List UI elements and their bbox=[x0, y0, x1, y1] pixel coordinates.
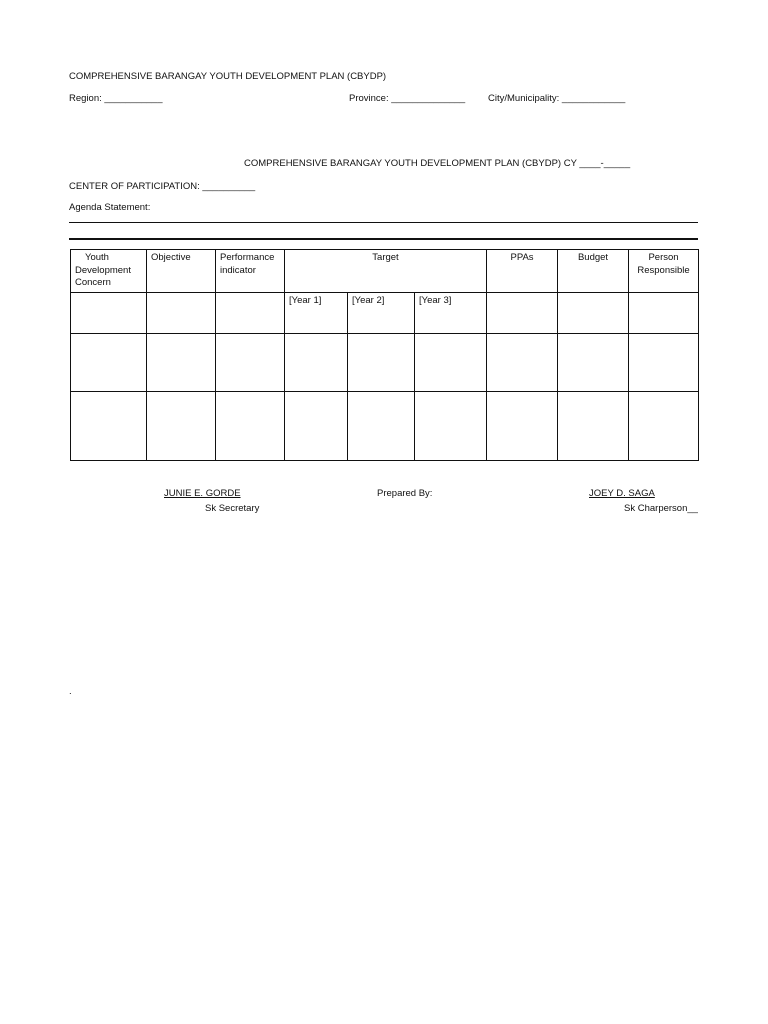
document-title: COMPREHENSIVE BARANGAY YOUTH DEVELOPMENT PLAN (CBYDP) bbox=[69, 71, 387, 82]
header-text: indicator bbox=[220, 264, 256, 276]
plan-title: COMPREHENSIVE BARANGAY YOUTH DEVELOPMENT PLAN (CBYDP) CY ____-_____ bbox=[244, 158, 631, 169]
chairperson-name: JOEY D. SAGA bbox=[589, 488, 655, 499]
table-cell bbox=[216, 333, 285, 391]
year-3-cell bbox=[415, 292, 487, 333]
prepared-by-label: Prepared By: bbox=[377, 488, 433, 499]
table-cell bbox=[629, 333, 699, 391]
region-field: Region: ___________ bbox=[69, 93, 163, 104]
table-cell bbox=[348, 391, 415, 460]
stray-dot: . bbox=[69, 686, 72, 697]
chairperson-role: Sk Charperson__ bbox=[624, 503, 698, 514]
header-performance-indicator bbox=[216, 250, 285, 293]
table-cell bbox=[71, 292, 147, 333]
table-cell bbox=[415, 333, 487, 391]
table-cell bbox=[629, 292, 699, 333]
center-of-participation-field: CENTER OF PARTICIPATION: __________ bbox=[69, 181, 256, 192]
header-text: Performance bbox=[220, 252, 275, 263]
secretary-name: JUNIE E. GORDE bbox=[164, 488, 241, 499]
year-label: [Year 2] bbox=[352, 294, 385, 306]
header-youth-development-concern bbox=[71, 250, 147, 293]
header-text: Youth bbox=[85, 252, 109, 263]
table-row bbox=[71, 292, 699, 333]
header-text: Objective bbox=[151, 252, 191, 263]
table-cell bbox=[216, 292, 285, 333]
table-cell bbox=[558, 391, 629, 460]
table-cell bbox=[487, 391, 558, 460]
city-municipality-field: City/Municipality: ____________ bbox=[488, 93, 626, 104]
table-cell bbox=[71, 391, 147, 460]
table-cell bbox=[147, 292, 216, 333]
header-text: Development bbox=[75, 264, 131, 276]
header-text: Person bbox=[648, 252, 679, 263]
table-cell bbox=[147, 333, 216, 391]
header-objective bbox=[147, 250, 216, 293]
table-header-row bbox=[71, 250, 699, 293]
header-text: PPAs bbox=[510, 252, 534, 263]
table-cell bbox=[348, 333, 415, 391]
agenda-line-thick bbox=[69, 238, 698, 240]
table-row bbox=[71, 333, 699, 391]
table-cell bbox=[147, 391, 216, 460]
header-text: Responsible bbox=[637, 264, 690, 276]
table-cell bbox=[71, 333, 147, 391]
agenda-line-thin bbox=[69, 222, 698, 223]
year-2-cell bbox=[348, 292, 415, 333]
table-cell bbox=[285, 333, 348, 391]
table-cell bbox=[558, 333, 629, 391]
table-cell bbox=[558, 292, 629, 333]
header-text: Budget bbox=[577, 252, 609, 263]
table-cell bbox=[487, 333, 558, 391]
header-text: Target bbox=[372, 252, 399, 263]
table-cell bbox=[629, 391, 699, 460]
header-ppas bbox=[487, 250, 558, 293]
header-person-responsible bbox=[629, 250, 699, 293]
header-budget bbox=[558, 250, 629, 293]
plan-table bbox=[70, 249, 699, 461]
province-field: Province: ______________ bbox=[349, 93, 466, 104]
year-1-cell bbox=[285, 292, 348, 333]
header-target bbox=[285, 250, 487, 293]
table-cell bbox=[285, 391, 348, 460]
table-cell bbox=[216, 391, 285, 460]
year-label: [Year 3] bbox=[419, 294, 452, 306]
secretary-role: Sk Secretary bbox=[205, 503, 260, 514]
table-cell bbox=[487, 292, 558, 333]
table-row bbox=[71, 391, 699, 460]
table-cell bbox=[415, 391, 487, 460]
header-text: Concern bbox=[75, 277, 111, 288]
agenda-statement-label: Agenda Statement: bbox=[69, 202, 151, 213]
year-label: [Year 1] bbox=[289, 294, 322, 306]
